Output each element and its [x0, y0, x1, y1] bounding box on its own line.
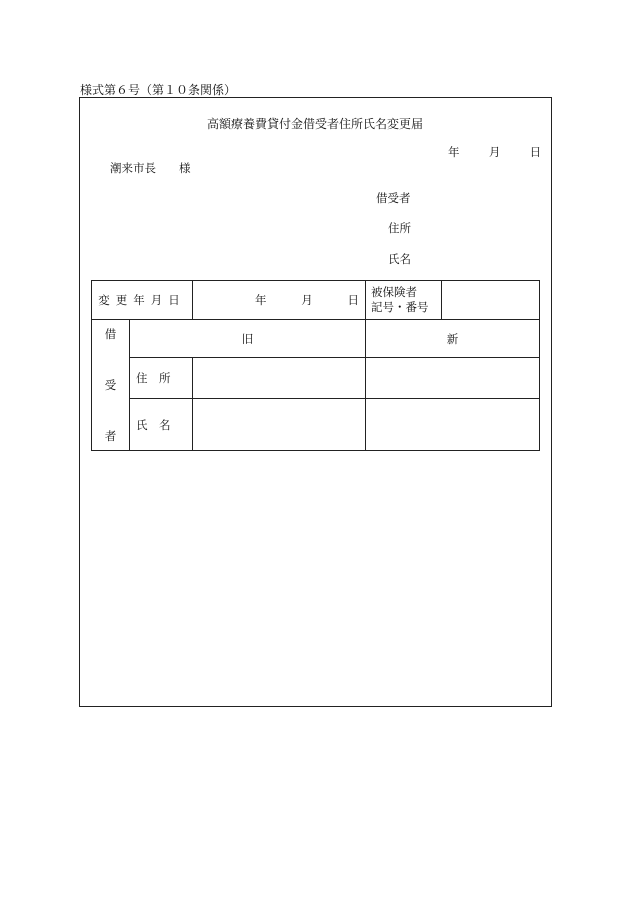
change-month-label: 月 — [301, 293, 313, 307]
borrower-label: 借受者 — [376, 191, 411, 205]
new-header: 新 — [366, 320, 540, 358]
change-date-field[interactable] — [193, 281, 366, 320]
form-number-label: 様式第６号（第１０条関係） — [80, 83, 237, 97]
borrower-vertical-label-cell — [92, 320, 130, 451]
change-year-label: 年 — [255, 293, 267, 307]
old-header: 旧 — [130, 320, 366, 358]
new-address-field[interactable] — [366, 358, 540, 399]
month-label: 月 — [488, 145, 501, 159]
borrower-change-table — [91, 319, 540, 451]
borrower-char-3: 者 — [104, 429, 117, 443]
old-name-field[interactable] — [193, 399, 366, 451]
borrower-char-2: 受 — [104, 378, 117, 392]
change-day-label: 日 — [347, 293, 359, 307]
new-name-field[interactable] — [366, 399, 540, 451]
change-date-label: 変更年月日 — [98, 293, 186, 307]
year-label: 年 — [448, 145, 460, 159]
borrower-address-label: 住所 — [388, 221, 411, 235]
change-date-label-cell — [92, 281, 193, 320]
borrower-name-label: 氏名 — [388, 252, 411, 266]
borrower-char-1: 借 — [104, 327, 117, 341]
addressee: 潮来市長 様 — [110, 161, 191, 175]
address-row-label: 住 所 — [130, 358, 193, 399]
insured-label: 被保険者 — [371, 285, 417, 299]
insured-number-field[interactable] — [442, 281, 540, 320]
insured-label-cell — [366, 281, 442, 320]
submission-date-line — [448, 144, 541, 160]
old-address-field[interactable] — [193, 358, 366, 399]
insured-number-label: 記号・番号 — [371, 300, 429, 314]
change-date-table — [91, 280, 540, 320]
form-title: 高額療養費貸付金借受者住所氏名変更届 — [206, 117, 423, 131]
name-row-label: 氏 名 — [130, 399, 193, 451]
day-label: 日 — [529, 145, 542, 159]
